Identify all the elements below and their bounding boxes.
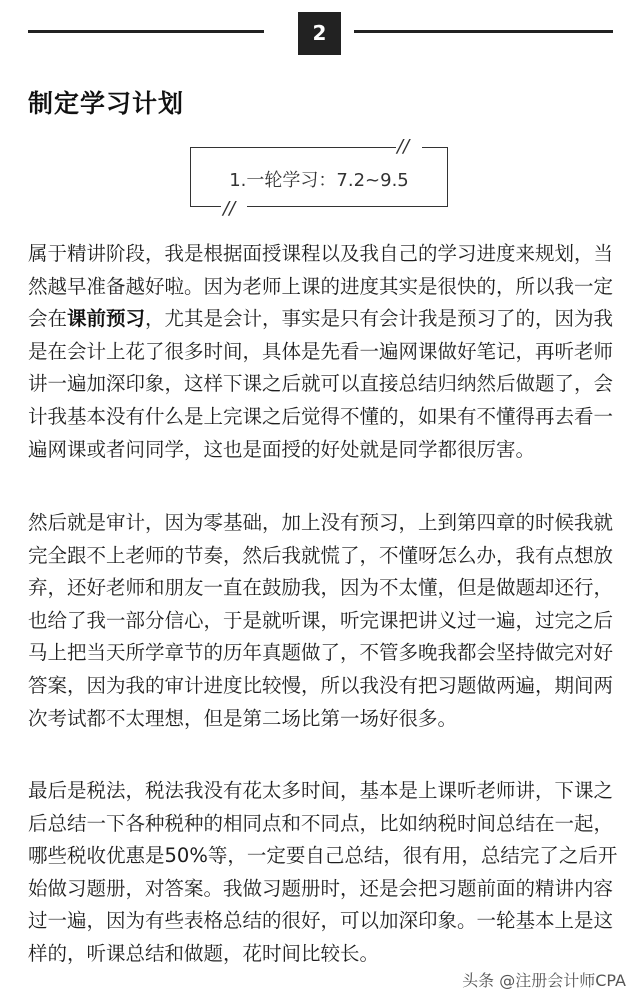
section-divider: [28, 12, 613, 55]
paragraph-text: 属于精讲阶段，我是根据面授课程以及我自己的学习进度来规划，当然越早准备越好啦。因为老师上课的进度其实是很快的，所以我一定会在: [28, 242, 614, 331]
subheading-box: [190, 136, 448, 219]
slash-mark-icon: //: [397, 136, 410, 157]
slash-mark-icon: //: [223, 198, 236, 219]
paragraph-text: ，尤其是会计，事实是只有会计我是预习了的，因为我是在会计上花了很多时间，具体是先看一遍网课做好笔记，再听老师讲一遍加深印象，这样下课之后就可以直接总结归纳然后做题了，会计我基本没有什么是上完课之后觉得不懂的，如果有不懂得再去看一遍网课或者问同学，这也是面授的好处就是同学都很厉害。: [28, 307, 614, 461]
bold-emphasis: 课前预习: [67, 307, 146, 331]
paragraph-1: [28, 238, 618, 466]
watermark: 头条 @注册会计师CPA: [462, 971, 626, 990]
divider-line-right: [354, 30, 613, 33]
paragraph-text: 最后是税法，税法我没有花太多时间，基本是上课听老师讲，下课之后总结一下各种税种的相同点和不同点，比如纳税时间总结在一起，哪些税收优惠是50%等，一定要自己总结，很有用，总结完了之后开始做习题册，对答案。我做习题册时，还是会把习题前面的精讲内容过一遍，因为有些表格总结的很好，可以加深印象。一轮基本上是这样的，听课总结和做题，花时间比较长。: [28, 779, 618, 965]
section-number-badge: 2: [298, 12, 341, 55]
paragraph-3: [28, 775, 618, 971]
subheading-text: 1.一轮学习：7.2~9.5: [229, 170, 409, 191]
section-title: 制定学习计划: [28, 89, 185, 118]
divider-line-left: [28, 30, 264, 33]
paragraph-text: 然后就是审计，因为零基础，加上没有预习，上到第四章的时候我就完全跟不上老师的节奏，然后我就慌了，不懂呀怎么办，我有点想放弃，还好老师和朋友一直在鼓励我，因为不太懂，但是做题却还行，也给了我一部分信心，于是就听课，听完课把讲义过一遍，过完之后马上把当天所学章节的历年真题做了，不管多晚我都会坚持做完对好答案，因为我的审计进度比较慢，所以我没有把习题做两遍，期间两次考试都不太理想，但是第二场比第一场好很多。: [28, 511, 614, 730]
paragraph-2: [28, 507, 618, 735]
